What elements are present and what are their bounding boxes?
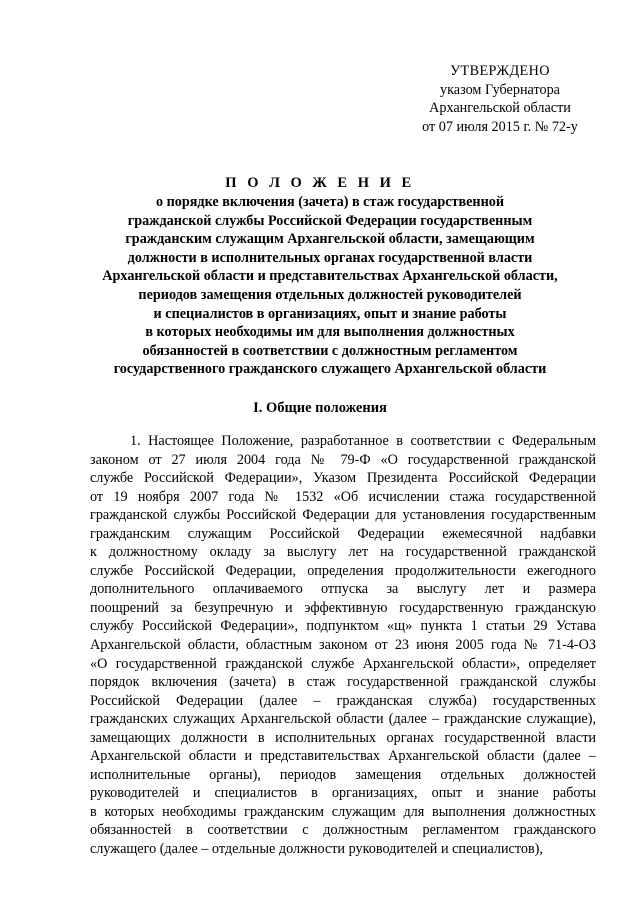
- paragraph-line: Архангельской области, областным законом от 23 июня 2005 года № 71-4-ОЗ: [90, 637, 596, 654]
- approval-title: УТВЕРЖДЕНО: [450, 63, 550, 79]
- subtitle-line: гражданской службы Российской Федерации государственным: [127, 212, 533, 229]
- paragraph-line: службе Российской Федерации, определения продолжительности ежегодного: [90, 562, 596, 579]
- subtitle-line: о порядке включения (зачета) в стаж государственной: [155, 194, 505, 210]
- paragraph-line: порядок включения (зачета) в стаж государственной гражданской службы: [90, 674, 596, 691]
- subtitle-line: государственного гражданского служащего Архангельской области: [113, 361, 547, 378]
- paragraph-line: в которых необходимы гражданским служащим для выполнения должностных: [90, 803, 596, 820]
- paragraph-line: обязанностей в соответствии с должностным регламентом гражданского: [90, 822, 596, 839]
- paragraph-line: Российской Федерации (далее – гражданская служба) государственных: [90, 692, 596, 709]
- paragraph-line: поощрений за безупречную и эффективную государственную гражданскую: [90, 599, 596, 616]
- approval-region: Архангельской области: [429, 100, 571, 116]
- paragraph-line: дополнительного оплачиваемого отпуска за выслугу лет и размера: [90, 581, 596, 598]
- subtitle-line: и специалистов в организациях, опыт и знание работы: [153, 305, 507, 322]
- subtitle-line: должности в исполнительных органах государственной власти: [127, 249, 533, 266]
- subtitle-line: в которых необходимы им для выполнения должностных: [145, 324, 515, 341]
- document-title: П О Л О Ж Е Н И Е: [225, 175, 415, 191]
- paragraph-line: руководителей и специалистов в организациях, опыт и знание работы: [90, 785, 596, 802]
- paragraph-line: «О государственной гражданской службе Архангельской области», определяет: [90, 655, 596, 672]
- paragraph-line: гражданских служащих Архангельской области (далее – гражданские служащие),: [90, 711, 596, 728]
- paragraph-line: замещающих должности в исполнительных органах государственной власти: [90, 729, 596, 746]
- paragraph-line: Архангельской области и представительствах Архангельской области (далее –: [90, 748, 596, 765]
- paragraph-line: от 19 ноября 2007 года № 1532 «Об исчислении стажа государственной: [90, 488, 596, 505]
- subtitle-line: Архангельской области и представительствах Архангельской области,: [102, 268, 558, 285]
- subtitle-line: гражданским служащим Архангельской области, замещающим: [125, 231, 535, 248]
- approval-decree: указом Губернатора: [440, 81, 560, 98]
- paragraph-line: исполнительные органы), периодов замещения отдельных должностей: [90, 766, 596, 783]
- paragraph-1: [90, 432, 596, 859]
- section-heading: I. Общие положения: [253, 400, 387, 416]
- paragraph-line: гражданской службы Российской Федерации для установления государственным: [90, 507, 596, 524]
- paragraph-line: законом от 27 июля 2004 года № 79-Ф «О государственной гражданской: [90, 451, 596, 468]
- approval-date-number: от 07 июля 2015 г. № 72-у: [422, 118, 578, 135]
- paragraph-line: 1. Настоящее Положение, разработанное в соответствии с Федеральным: [130, 433, 596, 449]
- subtitle-line: периодов замещения отдельных должностей руководителей: [138, 286, 522, 303]
- subtitle-line: обязанностей в соответствии с должностным регламентом: [142, 342, 518, 359]
- approval-block: [405, 62, 595, 136]
- paragraph-line: службу Российской Федерации», подпунктом «щ» пункта 1 статьи 29 Устава: [90, 618, 596, 635]
- paragraph-line: службе Российской Федерации», Указом Президента Российской Федерации: [90, 470, 596, 487]
- paragraph-line: к должностному окладу за выслугу лет на государственной гражданской: [90, 544, 596, 561]
- document-subtitle: [60, 193, 600, 379]
- paragraph-line: гражданским служащим Российской Федерации ежемесячной надбавки: [90, 525, 596, 542]
- paragraph-line: служащего (далее – отдельные должности руководителей и специалистов),: [90, 841, 543, 858]
